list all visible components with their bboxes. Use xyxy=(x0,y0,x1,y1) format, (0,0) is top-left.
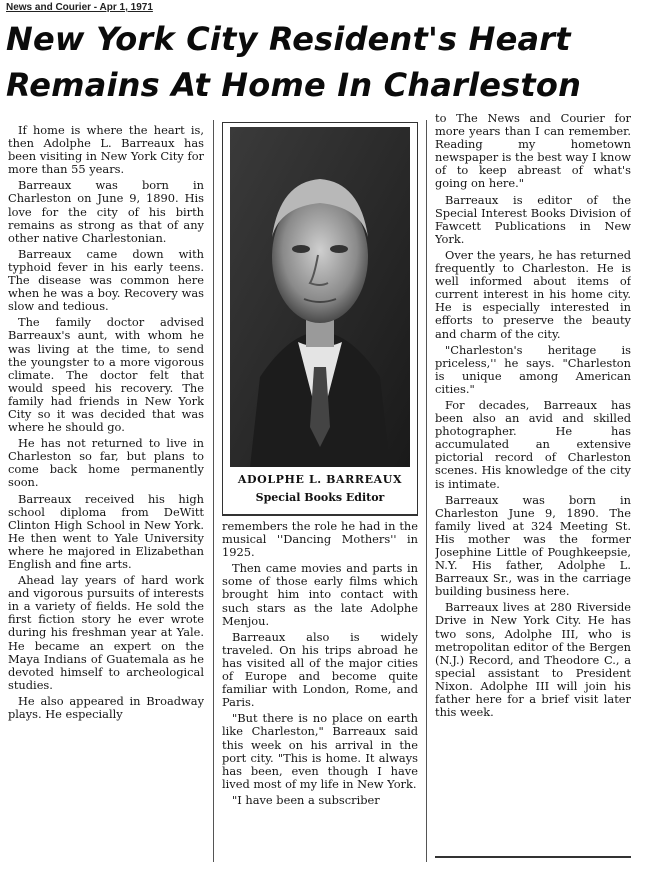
paragraph: Barreaux is editor of the Special Interest Books Division of Fawcett Publications in New York. xyxy=(435,192,631,246)
headline-line-2: Remains At Home In Charleston xyxy=(6,66,582,104)
paragraph: The family doctor advised Barreaux's aunt, with whom he was living at the time, to send the youngster to a more vigorous climate. The doctor felt that would speed his recovery. The family had friends in New York City so it was decided that was where he should go. xyxy=(8,315,204,435)
dateline: News and Courier - Apr 1, 1971 xyxy=(6,2,153,13)
headline-line-1: New York City Resident's Heart xyxy=(6,20,571,58)
portrait-illustration xyxy=(230,127,410,467)
paragraph: Barreaux was born in Charleston on June 9, 1890. His love for the city of his birth remains as strong as that of any other native Charlestonian. xyxy=(8,178,204,245)
paragraph: If home is where the heart is, then Adolphe L. Barreaux has been visiting in New York City for more than 55 years. xyxy=(8,124,204,177)
paragraph: to The News and Courier for more years than I can remember. Reading my hometown newspaper is the best way I know of to keep abreast of what's going on here." xyxy=(435,112,631,191)
paragraph: Barreaux received his high school diploma from DeWitt Clinton High School in New York. He then went to Yale University where he majored in Elizabethan English and fine arts. xyxy=(8,491,204,571)
paragraph: Ahead lay years of hard work and vigorous pursuits of interests in a variety of fields. He sold the first fiction story he ever wrote during his freshman year at Yale. He became an expert on the Maya Indians of Guatemala as he devoted himself to archeological studies. xyxy=(8,573,204,692)
column-rule-right xyxy=(426,120,427,862)
column-rule-left xyxy=(213,120,214,862)
paragraph: Barreaux came down with typhoid fever in his early teens. The disease was common here when he was a boy. Recovery was slow and tedious. xyxy=(8,246,204,314)
paragraph: Barreaux was born in Charleston June 9, 1890. The family lived at 324 Meeting St. His mother was the former Josephine Little of Poughkeepsie, N.Y. His father, Adolphe L. Barreaux Sr., was in the carriage building business here. xyxy=(435,492,631,599)
paragraph: He has not returned to live in Charleston so far, but plans to come back home permanently soon. xyxy=(8,436,204,490)
column-2 xyxy=(222,520,418,852)
column-1 xyxy=(8,124,204,864)
paragraph: Barreaux also is widely traveled. On his trips abroad he has visited all of the major cities of Europe and become quite familiar with London, Rome, and Paris. xyxy=(222,629,418,710)
paragraph: He also appeared in Broadway plays. He especially xyxy=(8,693,204,722)
photo-box xyxy=(222,122,418,516)
headline xyxy=(6,16,641,108)
paragraph: Barreaux lives at 280 Riverside Drive in New York City. He has two sons, Adolphe III, who is metropolitan editor of the Bergen (N.J.) Record, and Theodore C., a special assistant to President Nixon. Adolphe III will join his father here for a brief visit later this week. xyxy=(435,600,631,720)
article-body xyxy=(8,112,636,864)
paragraph: "Charleston's heritage is priceless,'' he says. "Charleston is unique among American cities." xyxy=(435,342,631,396)
photo-caption-name: ADOLPHE L. BARREAUX xyxy=(237,473,403,486)
paragraph: Over the years, he has returned frequently to Charleston. He is well informed about items of current interest in his home city. He is especially interested in efforts to preserve the beauty and charm of the city. xyxy=(435,247,631,341)
paragraph: Then came movies and parts in some of those early films which brought him into contact with such stars as the late Adolphe Menjou. xyxy=(222,561,418,628)
paragraph: For decades, Barreaux has been also an avid and skilled photographer. He has accumulated an extensive pictorial record of Charleston scenes. His knowledge of the city is intimate. xyxy=(435,397,631,491)
paragraph: remembers the role he had in the musical ''Dancing Mothers'' in 1925. xyxy=(222,520,418,560)
paragraph: "I have been a subscriber xyxy=(232,792,380,807)
photo-caption-title: Special Books Editor xyxy=(255,491,385,504)
portrait-photo xyxy=(230,127,410,467)
article-end-rule xyxy=(435,856,631,858)
column-3 xyxy=(435,112,631,852)
paragraph: "But there is no place on earth like Charleston," Barreaux said this week on his arrival in the port city. "This is home. It always has been, even though I have lived most of my life in New York. xyxy=(222,711,418,791)
